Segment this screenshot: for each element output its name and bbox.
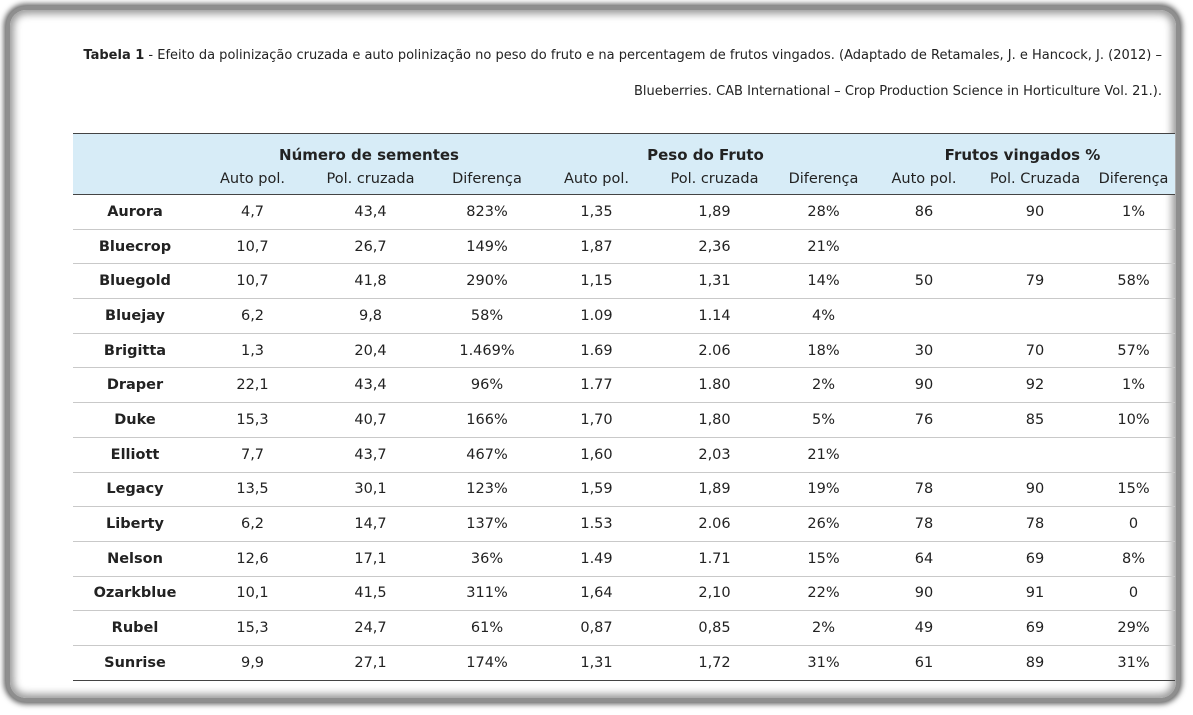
table-cell: 1,60 <box>541 437 652 472</box>
table-row <box>73 507 1175 542</box>
table-cell <box>978 299 1092 334</box>
table-cell: 467% <box>433 437 541 472</box>
table-cell: 1,87 <box>541 229 652 264</box>
cultivar-name: Liberty <box>73 507 197 542</box>
table-row <box>73 611 1175 646</box>
corner-cell <box>73 164 197 195</box>
table-cell: 12,6 <box>197 541 308 576</box>
table-cell: 9,8 <box>308 299 433 334</box>
table-cell: 61% <box>433 611 541 646</box>
cultivar-name: Bluejay <box>73 299 197 334</box>
table-cell: 91 <box>978 576 1092 611</box>
cultivar-name: Ozarkblue <box>73 576 197 611</box>
table-cell: 13,5 <box>197 472 308 507</box>
table-cell: 1.14 <box>652 299 777 334</box>
table-cell: 1.49 <box>541 541 652 576</box>
table-cell: 1.469% <box>433 333 541 368</box>
table-cell <box>1092 437 1175 472</box>
table-cell: 2% <box>777 611 870 646</box>
subheader-cell: Pol. cruzada <box>652 164 777 195</box>
table-row <box>73 299 1175 334</box>
table-cell: 1,80 <box>652 403 777 438</box>
table-cell: 85 <box>978 403 1092 438</box>
table-cell: 2,10 <box>652 576 777 611</box>
table-row <box>73 472 1175 507</box>
table-row <box>73 576 1175 611</box>
table-cell: 1,31 <box>652 264 777 299</box>
cultivar-name: Bluegold <box>73 264 197 299</box>
table-cell: 311% <box>433 576 541 611</box>
table-cell: 58% <box>1092 264 1175 299</box>
subheader-cell: Pol. Cruzada <box>978 164 1092 195</box>
table-cell: 50 <box>870 264 978 299</box>
table-cell: 28% <box>777 195 870 230</box>
table-cell: 0,87 <box>541 611 652 646</box>
table-cell: 79 <box>978 264 1092 299</box>
table-cell: 96% <box>433 368 541 403</box>
table-cell: 24,7 <box>308 611 433 646</box>
cultivar-name: Brigitta <box>73 333 197 368</box>
group-header-fruit-weight: Peso do Fruto <box>541 134 870 165</box>
table-cell: 70 <box>978 333 1092 368</box>
table-cell: 1,72 <box>652 645 777 680</box>
table-cell: 22% <box>777 576 870 611</box>
subheader-cell: Diferença <box>433 164 541 195</box>
table-cell: 41,8 <box>308 264 433 299</box>
cultivar-name: Elliott <box>73 437 197 472</box>
table-cell: 0 <box>1092 576 1175 611</box>
table-cell: 8% <box>1092 541 1175 576</box>
table-cell: 2,36 <box>652 229 777 264</box>
table-cell: 90 <box>978 472 1092 507</box>
table-cell: 15% <box>1092 472 1175 507</box>
table-cell: 30 <box>870 333 978 368</box>
table-cell <box>978 437 1092 472</box>
table-cell: 76 <box>870 403 978 438</box>
table-cell: 21% <box>777 437 870 472</box>
table-cell: 1,59 <box>541 472 652 507</box>
table-cell: 1,31 <box>541 645 652 680</box>
subheader-cell: Diferença <box>777 164 870 195</box>
cultivar-name: Draper <box>73 368 197 403</box>
table-cell: 78 <box>870 507 978 542</box>
table-cell: 90 <box>870 368 978 403</box>
table-cell: 61 <box>870 645 978 680</box>
table-cell: 7,7 <box>197 437 308 472</box>
table-cell: 69 <box>978 611 1092 646</box>
subheader-cell: Pol. cruzada <box>308 164 433 195</box>
table-cell: 10,7 <box>197 264 308 299</box>
table-cell: 29% <box>1092 611 1175 646</box>
table-row <box>73 541 1175 576</box>
table-cell: 10% <box>1092 403 1175 438</box>
table-cell: 149% <box>433 229 541 264</box>
corner-cell <box>73 134 197 165</box>
table-cell: 15,3 <box>197 403 308 438</box>
table-cell <box>978 229 1092 264</box>
table-cell: 41,5 <box>308 576 433 611</box>
cultivar-name: Legacy <box>73 472 197 507</box>
table-cell: 1% <box>1092 195 1175 230</box>
table-cell: 1.53 <box>541 507 652 542</box>
group-header-fruit-set: Frutos vingados % <box>870 134 1175 165</box>
table-cell: 10,1 <box>197 576 308 611</box>
cultivar-name: Bluecrop <box>73 229 197 264</box>
table-cell <box>870 299 978 334</box>
cultivar-name: Sunrise <box>73 645 197 680</box>
table-cell: 123% <box>433 472 541 507</box>
group-header-seeds: Número de sementes <box>197 134 541 165</box>
table-cell: 49 <box>870 611 978 646</box>
table-cell <box>1092 229 1175 264</box>
table-cell: 78 <box>978 507 1092 542</box>
group-header-row <box>73 134 1175 165</box>
table-cell: 1.77 <box>541 368 652 403</box>
caption-text: - Efeito da polinização cruzada e auto polinização no peso do fruto e na percentagem de frutos vingados. (Adaptado de Retamales, J. e Hancock, J. (2012) – Blueberries. CAB International – Crop Production Science in Horticulture Vol. 21.). <box>144 48 1162 99</box>
table-row <box>73 264 1175 299</box>
table-cell: 26,7 <box>308 229 433 264</box>
table-row <box>73 645 1175 680</box>
table-cell: 166% <box>433 403 541 438</box>
table-cell: 1.71 <box>652 541 777 576</box>
table-cell: 290% <box>433 264 541 299</box>
table-cell: 19% <box>777 472 870 507</box>
table-cell: 86 <box>870 195 978 230</box>
subheader-cell: Auto pol. <box>197 164 308 195</box>
table-cell: 1,3 <box>197 333 308 368</box>
table-cell: 4,7 <box>197 195 308 230</box>
table-cell: 2% <box>777 368 870 403</box>
table-cell: 20,4 <box>308 333 433 368</box>
table-cell: 2.06 <box>652 333 777 368</box>
table-cell: 14,7 <box>308 507 433 542</box>
table-cell: 137% <box>433 507 541 542</box>
table-cell: 14% <box>777 264 870 299</box>
table-cell: 4% <box>777 299 870 334</box>
table-cell: 15,3 <box>197 611 308 646</box>
table-cell: 89 <box>978 645 1092 680</box>
table-cell: 0 <box>1092 507 1175 542</box>
table-row <box>73 333 1175 368</box>
table-cell: 31% <box>777 645 870 680</box>
table-cell: 9,9 <box>197 645 308 680</box>
table-cell: 0,85 <box>652 611 777 646</box>
subheader-row <box>73 164 1175 195</box>
table-cell: 69 <box>978 541 1092 576</box>
table-caption <box>70 38 1162 110</box>
table-cell: 43,7 <box>308 437 433 472</box>
table-cell: 40,7 <box>308 403 433 438</box>
table-cell: 1,70 <box>541 403 652 438</box>
table-row <box>73 195 1175 230</box>
table-row <box>73 437 1175 472</box>
cultivar-name: Nelson <box>73 541 197 576</box>
table-cell: 90 <box>870 576 978 611</box>
table-frame <box>10 10 1176 698</box>
table-cell: 22,1 <box>197 368 308 403</box>
table-cell: 36% <box>433 541 541 576</box>
table-cell: 2.06 <box>652 507 777 542</box>
table-cell: 1.69 <box>541 333 652 368</box>
table-cell: 15% <box>777 541 870 576</box>
table-cell: 1,15 <box>541 264 652 299</box>
table-cell: 27,1 <box>308 645 433 680</box>
table-cell: 78 <box>870 472 978 507</box>
table-row <box>73 229 1175 264</box>
table-cell: 1,35 <box>541 195 652 230</box>
subheader-cell: Diferença <box>1092 164 1175 195</box>
data-table <box>73 133 1175 681</box>
table-cell: 1,89 <box>652 472 777 507</box>
table-cell: 174% <box>433 645 541 680</box>
cultivar-name: Duke <box>73 403 197 438</box>
table-cell: 17,1 <box>308 541 433 576</box>
table-cell: 21% <box>777 229 870 264</box>
table-row <box>73 403 1175 438</box>
table-cell: 31% <box>1092 645 1175 680</box>
subheader-cell: Auto pol. <box>870 164 978 195</box>
table-cell: 1.09 <box>541 299 652 334</box>
table-cell: 1,89 <box>652 195 777 230</box>
table-cell: 58% <box>433 299 541 334</box>
table-cell: 18% <box>777 333 870 368</box>
table-cell: 43,4 <box>308 368 433 403</box>
table-row <box>73 368 1175 403</box>
table-cell: 30,1 <box>308 472 433 507</box>
table-cell: 90 <box>978 195 1092 230</box>
caption-label: Tabela 1 <box>83 48 145 63</box>
table-cell: 1,64 <box>541 576 652 611</box>
table-cell: 823% <box>433 195 541 230</box>
table-cell: 1% <box>1092 368 1175 403</box>
table-cell: 64 <box>870 541 978 576</box>
cultivar-name: Rubel <box>73 611 197 646</box>
table-cell: 10,7 <box>197 229 308 264</box>
table-cell: 43,4 <box>308 195 433 230</box>
table-cell: 57% <box>1092 333 1175 368</box>
table-cell: 5% <box>777 403 870 438</box>
table-cell: 6,2 <box>197 507 308 542</box>
table-cell: 1.80 <box>652 368 777 403</box>
table-cell <box>1092 299 1175 334</box>
table-cell: 6,2 <box>197 299 308 334</box>
table-cell <box>870 437 978 472</box>
table-cell <box>870 229 978 264</box>
table-cell: 92 <box>978 368 1092 403</box>
table-cell: 26% <box>777 507 870 542</box>
cultivar-name: Aurora <box>73 195 197 230</box>
subheader-cell: Auto pol. <box>541 164 652 195</box>
table-cell: 2,03 <box>652 437 777 472</box>
